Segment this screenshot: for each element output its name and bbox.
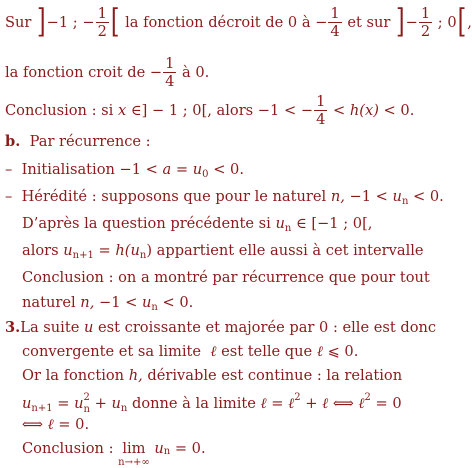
line-10: [22, 294, 449, 314]
text: La suite: [20, 319, 80, 336]
variable: h(u: [115, 242, 140, 259]
open-bracket: ]: [396, 3, 405, 41]
variable: u: [392, 188, 402, 205]
item-label: b.: [5, 133, 21, 150]
equals: =: [271, 394, 284, 412]
text: la fonction décroit de 0 à: [125, 13, 311, 31]
text: −1 ;: [46, 13, 78, 31]
text: est telle que: [221, 343, 313, 360]
fraction: $\frac{1}{2}$: [420, 5, 431, 41]
line-8: [22, 242, 449, 262]
dash: –: [5, 188, 13, 205]
line-7: [22, 215, 449, 235]
variable: a: [162, 161, 172, 178]
text: < 0.: [162, 294, 194, 311]
text: < 0.: [383, 101, 415, 119]
subscript: n: [120, 403, 128, 414]
text: donne à la limite: [131, 394, 256, 412]
text: dérivable est continue : la relation: [147, 367, 403, 384]
line-15: [22, 418, 449, 433]
text: convergente et sa limite: [22, 343, 202, 360]
text: ∈] − 1 ; 0[, alors −1 < −: [130, 101, 314, 119]
text: ): [146, 242, 153, 259]
text: Par récurrence :: [29, 133, 151, 150]
text: Conclusion : si: [5, 101, 114, 119]
superscript: 2: [364, 392, 371, 403]
line-6: [5, 188, 449, 208]
text: Hérédité : supposons que pour le naturel: [21, 188, 327, 205]
limit: lim n→+∞: [118, 440, 150, 468]
variable: u: [192, 161, 203, 178]
dash: –: [5, 161, 13, 178]
variable: u: [22, 394, 32, 412]
text: ; 0: [437, 13, 457, 31]
open-bracket: [: [457, 3, 467, 41]
text: Initialisation −1 <: [21, 161, 158, 178]
text: et sur: [347, 13, 391, 31]
subscript: n: [284, 223, 292, 235]
subscript: 0: [202, 169, 209, 181]
variable: ℓ: [210, 343, 217, 360]
variable: u: [63, 242, 73, 259]
variable: u: [275, 215, 285, 232]
line-5: [5, 161, 449, 181]
sup-sub: 2 n: [83, 392, 90, 415]
variable: u: [154, 440, 164, 457]
line-12: [22, 345, 449, 360]
item-label: 3.: [5, 319, 21, 336]
fraction: $\frac{1}{4}$: [330, 5, 340, 41]
subscript: n: [139, 250, 147, 262]
text: Or la fonction: [22, 367, 125, 384]
open-bracket: [: [110, 3, 120, 41]
variable: ℓ: [47, 416, 54, 433]
line-14: [22, 393, 449, 415]
equals: =: [57, 394, 70, 412]
subscript: n: [163, 446, 171, 457]
text: = 0.: [174, 440, 206, 457]
variable: ℓ: [322, 394, 329, 412]
variable: n,: [330, 188, 345, 205]
subscript: n+1: [72, 250, 94, 262]
minus: −: [82, 13, 95, 31]
line-1: Sur ] −1 ; − $\frac{1}{2}$ [ la fonction décroit de 0 à − $\frac{1}{4}$ et sur ] − $\frac{1}{2}$ ; 0 [ ,: [5, 3, 472, 41]
subscript: n+1: [31, 403, 53, 414]
subscript: n: [151, 302, 158, 314]
subscript: n: [401, 196, 409, 208]
variable: ℓ: [260, 394, 267, 412]
variable: u: [83, 319, 94, 336]
equals: =: [175, 161, 189, 178]
variable: h(x): [349, 101, 379, 119]
text: appartient elle aussi à cet intervalle: [156, 242, 424, 259]
minus: −: [149, 63, 163, 81]
text: la fonction croit de: [5, 63, 146, 81]
text: ∈ [−1 ; 0[,: [295, 215, 373, 232]
variable: u: [74, 394, 84, 412]
text: D’après la question précédente si: [22, 215, 271, 232]
line-13: [22, 369, 449, 384]
variable: u: [142, 294, 152, 311]
text: < 0.: [213, 161, 244, 178]
fraction: $\frac{1}{4}$: [165, 55, 175, 91]
text: Conclusion : on a montré par récurrence que pour tout: [22, 269, 430, 286]
variable: ℓ: [316, 343, 323, 360]
fraction: $\frac{1}{4}$: [316, 93, 326, 129]
line-2: [5, 56, 449, 90]
text: Sur: [5, 13, 32, 31]
iff-symbol: ⟺: [22, 416, 43, 433]
text: naturel: [22, 294, 76, 311]
line-16: [22, 442, 449, 468]
variable: u: [111, 394, 121, 412]
text: ⩽ 0.: [327, 343, 359, 360]
variable: ℓ: [358, 394, 365, 412]
variable: n,: [80, 294, 95, 311]
text: à 0.: [182, 63, 210, 81]
variable: x: [117, 101, 127, 119]
text: <: [333, 101, 346, 119]
line-4: [5, 135, 449, 150]
plus: +: [94, 394, 107, 412]
text: −1 <: [98, 294, 138, 311]
text: = 0: [375, 394, 402, 412]
text: Conclusion :: [22, 440, 114, 457]
variable: ℓ: [288, 394, 295, 412]
line-3: [5, 94, 449, 128]
text: < 0.: [413, 188, 444, 205]
text: est croissante et majorée par 0 : elle est donc: [98, 319, 437, 336]
plus: +: [305, 394, 318, 412]
iff-symbol: ⟺: [332, 394, 354, 412]
text: = 0.: [58, 416, 90, 433]
minus: −: [315, 13, 328, 31]
text: alors: [22, 242, 59, 259]
equals: =: [98, 242, 111, 259]
text: −1 <: [349, 188, 388, 205]
line-9: [22, 271, 449, 286]
superscript: 2: [294, 392, 301, 403]
fraction: $\frac{1}{2}$: [97, 5, 107, 41]
minus: −: [405, 13, 418, 31]
open-bracket: ]: [37, 3, 46, 41]
line-11: [5, 321, 449, 336]
variable: h,: [128, 367, 143, 384]
